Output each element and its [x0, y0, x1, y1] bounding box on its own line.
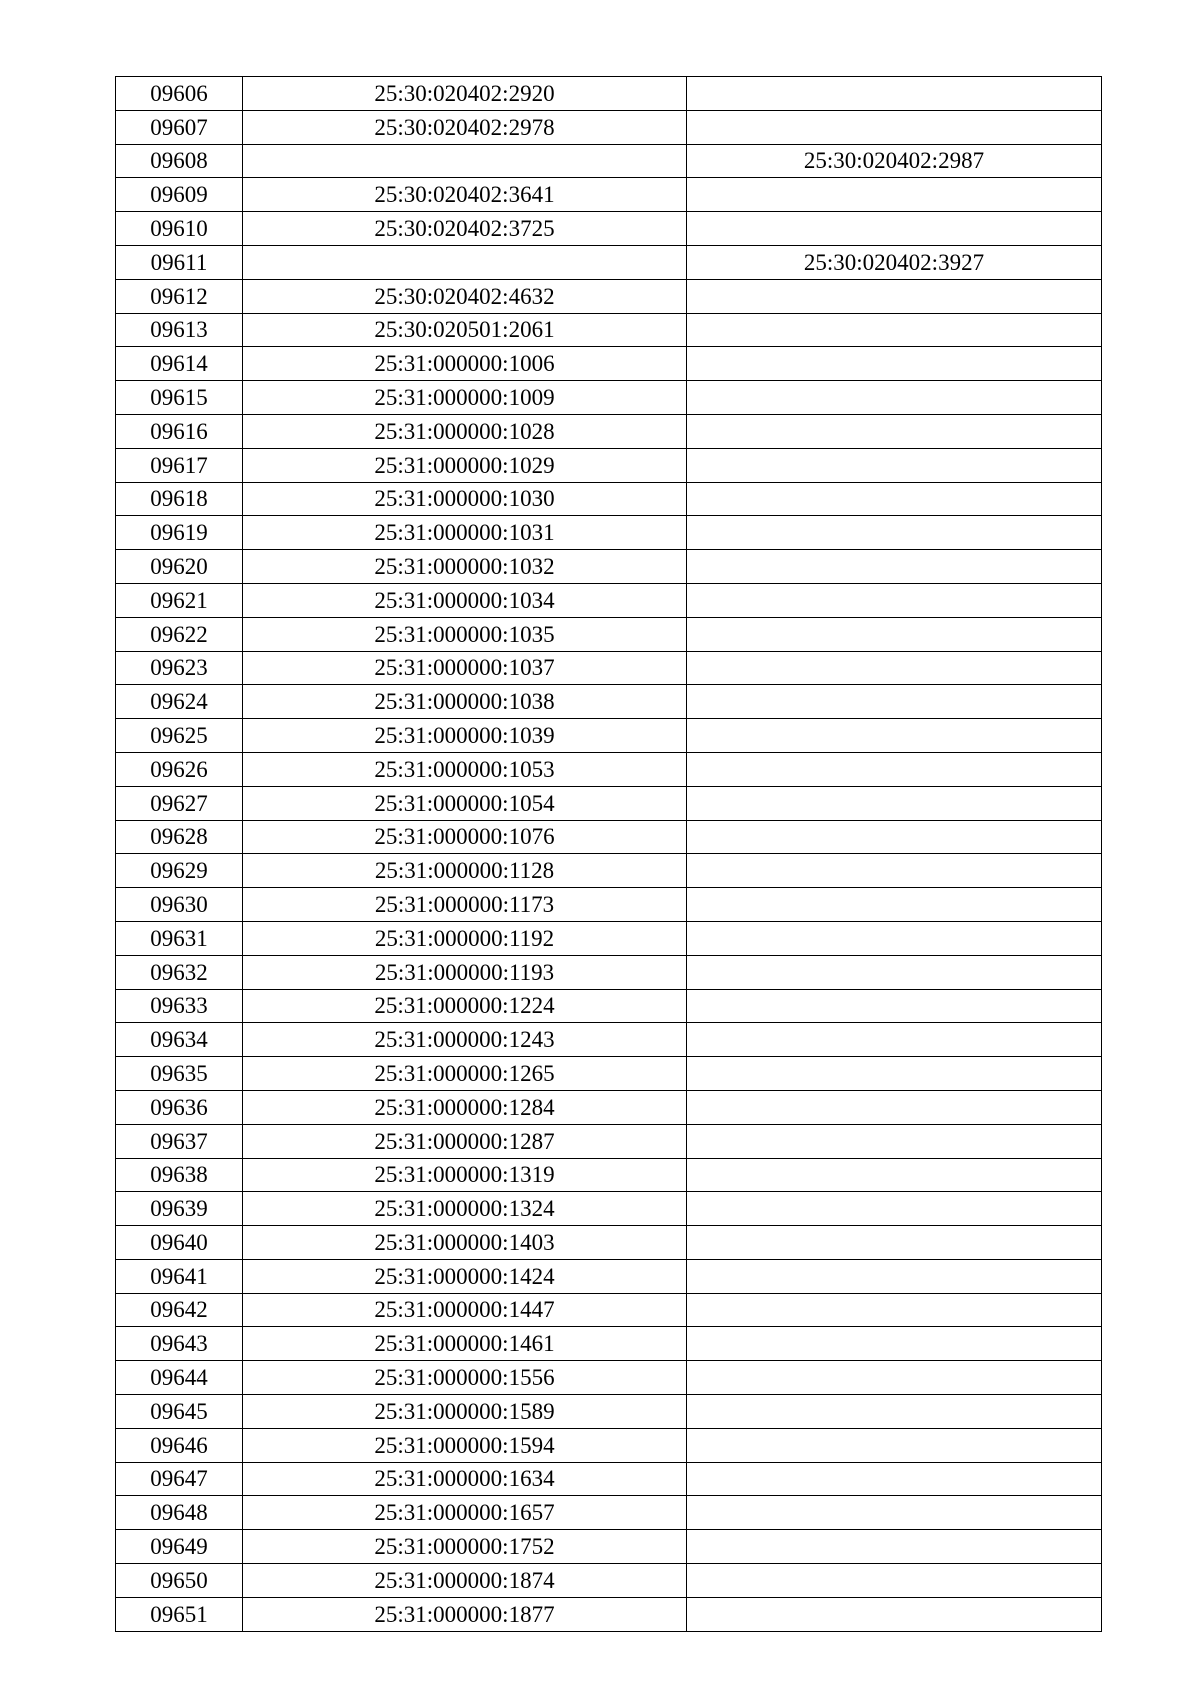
secondary-cadastral-number-cell: [687, 212, 1102, 246]
table-row: [116, 245, 1102, 279]
cadastral-number-cell: 25:30:020402:3725: [243, 212, 687, 246]
row-number-cell: 09621: [116, 583, 243, 617]
table-row: [116, 482, 1102, 516]
row-number-cell: 09614: [116, 347, 243, 381]
cadastral-number-cell: 25:31:000000:1028: [243, 414, 687, 448]
table-row: [116, 1597, 1102, 1631]
row-number-cell: 09651: [116, 1597, 243, 1631]
row-number-cell: 09631: [116, 921, 243, 955]
cadastral-number-cell: 25:31:000000:1076: [243, 820, 687, 854]
row-number-cell: 09650: [116, 1564, 243, 1598]
table-row: [116, 1124, 1102, 1158]
row-number-cell: 09628: [116, 820, 243, 854]
row-number-cell: 09606: [116, 77, 243, 111]
row-number-cell: 09641: [116, 1259, 243, 1293]
secondary-cadastral-number-cell: [687, 1530, 1102, 1564]
secondary-cadastral-number-cell: [687, 381, 1102, 415]
table-row: [116, 1361, 1102, 1395]
table-row: [116, 617, 1102, 651]
cadastral-number-cell: 25:31:000000:1029: [243, 448, 687, 482]
cadastral-number-cell: 25:31:000000:1030: [243, 482, 687, 516]
table-row: [116, 313, 1102, 347]
row-number-cell: 09626: [116, 752, 243, 786]
cadastral-number-cell: 25:31:000000:1054: [243, 786, 687, 820]
table-row: [116, 1192, 1102, 1226]
table-row: [116, 1496, 1102, 1530]
secondary-cadastral-number-cell: [687, 516, 1102, 550]
table-row: [116, 989, 1102, 1023]
table-row: [116, 955, 1102, 989]
table-row: [116, 1564, 1102, 1598]
table-row: [116, 381, 1102, 415]
table-row: [116, 1327, 1102, 1361]
table-row: [116, 550, 1102, 584]
cadastral-number-cell: 25:31:000000:1752: [243, 1530, 687, 1564]
cadastral-number-cell: 25:31:000000:1031: [243, 516, 687, 550]
row-number-cell: 09613: [116, 313, 243, 347]
table-row: [116, 888, 1102, 922]
cadastral-number-cell: 25:30:020402:2920: [243, 77, 687, 111]
secondary-cadastral-number-cell: [687, 448, 1102, 482]
cadastral-number-cell: 25:31:000000:1039: [243, 719, 687, 753]
row-number-cell: 09638: [116, 1158, 243, 1192]
row-number-cell: 09643: [116, 1327, 243, 1361]
secondary-cadastral-number-cell: [687, 178, 1102, 212]
row-number-cell: 09642: [116, 1293, 243, 1327]
row-number-cell: 09607: [116, 110, 243, 144]
row-number-cell: 09619: [116, 516, 243, 550]
table-row: [116, 719, 1102, 753]
table-row: [116, 1023, 1102, 1057]
cadastral-number-cell: 25:30:020501:2061: [243, 313, 687, 347]
table-row: [116, 448, 1102, 482]
table-row: [116, 854, 1102, 888]
cadastral-number-cell: 25:31:000000:1634: [243, 1462, 687, 1496]
table-row: [116, 1090, 1102, 1124]
secondary-cadastral-number-cell: [687, 888, 1102, 922]
row-number-cell: 09616: [116, 414, 243, 448]
cadastral-table: [115, 76, 1102, 1632]
table-row: [116, 1462, 1102, 1496]
row-number-cell: 09623: [116, 651, 243, 685]
cadastral-number-cell: 25:31:000000:1284: [243, 1090, 687, 1124]
secondary-cadastral-number-cell: [687, 617, 1102, 651]
secondary-cadastral-number-cell: [687, 1090, 1102, 1124]
secondary-cadastral-number-cell: [687, 1361, 1102, 1395]
secondary-cadastral-number-cell: [687, 279, 1102, 313]
cadastral-number-cell: 25:31:000000:1038: [243, 685, 687, 719]
secondary-cadastral-number-cell: [687, 1327, 1102, 1361]
secondary-cadastral-number-cell: [687, 820, 1102, 854]
row-number-cell: 09629: [116, 854, 243, 888]
table-row: [116, 347, 1102, 381]
secondary-cadastral-number-cell: [687, 1496, 1102, 1530]
row-number-cell: 09640: [116, 1226, 243, 1260]
row-number-cell: 09617: [116, 448, 243, 482]
table-row: [116, 583, 1102, 617]
cadastral-number-cell: 25:30:020402:4632: [243, 279, 687, 313]
row-number-cell: 09648: [116, 1496, 243, 1530]
cadastral-number-cell: 25:31:000000:1403: [243, 1226, 687, 1260]
secondary-cadastral-number-cell: [687, 313, 1102, 347]
cadastral-number-cell: 25:31:000000:1657: [243, 1496, 687, 1530]
table-row: [116, 77, 1102, 111]
cadastral-number-cell: 25:31:000000:1128: [243, 854, 687, 888]
row-number-cell: 09620: [116, 550, 243, 584]
row-number-cell: 09608: [116, 144, 243, 178]
row-number-cell: 09647: [116, 1462, 243, 1496]
table-row: [116, 144, 1102, 178]
cadastral-number-cell: 25:31:000000:1424: [243, 1259, 687, 1293]
cadastral-number-cell: 25:31:000000:1319: [243, 1158, 687, 1192]
secondary-cadastral-number-cell: [687, 752, 1102, 786]
secondary-cadastral-number-cell: [687, 786, 1102, 820]
row-number-cell: 09625: [116, 719, 243, 753]
secondary-cadastral-number-cell: [687, 1564, 1102, 1598]
secondary-cadastral-number-cell: [687, 989, 1102, 1023]
cadastral-number-cell: 25:31:000000:1034: [243, 583, 687, 617]
cadastral-number-cell: 25:31:000000:1461: [243, 1327, 687, 1361]
table-row: [116, 1057, 1102, 1091]
secondary-cadastral-number-cell: [687, 1226, 1102, 1260]
table-row: [116, 178, 1102, 212]
cadastral-number-cell: 25:31:000000:1877: [243, 1597, 687, 1631]
row-number-cell: 09618: [116, 482, 243, 516]
secondary-cadastral-number-cell: [687, 1462, 1102, 1496]
cadastral-number-cell: [243, 144, 687, 178]
secondary-cadastral-number-cell: [687, 854, 1102, 888]
secondary-cadastral-number-cell: [687, 414, 1102, 448]
row-number-cell: 09610: [116, 212, 243, 246]
table-row: [116, 752, 1102, 786]
secondary-cadastral-number-cell: [687, 1597, 1102, 1631]
cadastral-number-cell: 25:31:000000:1192: [243, 921, 687, 955]
secondary-cadastral-number-cell: 25:30:020402:3927: [687, 245, 1102, 279]
table-row: [116, 1395, 1102, 1429]
secondary-cadastral-number-cell: [687, 347, 1102, 381]
cadastral-number-cell: 25:31:000000:1037: [243, 651, 687, 685]
row-number-cell: 09634: [116, 1023, 243, 1057]
secondary-cadastral-number-cell: [687, 482, 1102, 516]
row-number-cell: 09649: [116, 1530, 243, 1564]
cadastral-number-cell: 25:31:000000:1224: [243, 989, 687, 1023]
cadastral-number-cell: 25:31:000000:1265: [243, 1057, 687, 1091]
table-row: [116, 651, 1102, 685]
row-number-cell: 09637: [116, 1124, 243, 1158]
cadastral-number-cell: 25:31:000000:1053: [243, 752, 687, 786]
cadastral-number-cell: 25:31:000000:1009: [243, 381, 687, 415]
row-number-cell: 09633: [116, 989, 243, 1023]
secondary-cadastral-number-cell: [687, 1124, 1102, 1158]
secondary-cadastral-number-cell: [687, 719, 1102, 753]
cadastral-number-cell: 25:30:020402:2978: [243, 110, 687, 144]
row-number-cell: 09630: [116, 888, 243, 922]
secondary-cadastral-number-cell: [687, 921, 1102, 955]
table-row: [116, 279, 1102, 313]
cadastral-number-cell: 25:31:000000:1006: [243, 347, 687, 381]
row-number-cell: 09622: [116, 617, 243, 651]
secondary-cadastral-number-cell: [687, 1192, 1102, 1226]
cadastral-number-cell: 25:31:000000:1324: [243, 1192, 687, 1226]
table-row: [116, 921, 1102, 955]
table-row: [116, 516, 1102, 550]
table-row: [116, 685, 1102, 719]
secondary-cadastral-number-cell: [687, 685, 1102, 719]
table-row: [116, 786, 1102, 820]
row-number-cell: 09624: [116, 685, 243, 719]
secondary-cadastral-number-cell: 25:30:020402:2987: [687, 144, 1102, 178]
row-number-cell: 09645: [116, 1395, 243, 1429]
secondary-cadastral-number-cell: [687, 550, 1102, 584]
secondary-cadastral-number-cell: [687, 77, 1102, 111]
table-row: [116, 1158, 1102, 1192]
cadastral-number-cell: 25:31:000000:1032: [243, 550, 687, 584]
secondary-cadastral-number-cell: [687, 1158, 1102, 1192]
secondary-cadastral-number-cell: [687, 1057, 1102, 1091]
cadastral-number-cell: 25:31:000000:1287: [243, 1124, 687, 1158]
secondary-cadastral-number-cell: [687, 1293, 1102, 1327]
cadastral-number-cell: 25:30:020402:3641: [243, 178, 687, 212]
cadastral-number-cell: 25:31:000000:1243: [243, 1023, 687, 1057]
table-row: [116, 1530, 1102, 1564]
row-number-cell: 09639: [116, 1192, 243, 1226]
cadastral-number-cell: 25:31:000000:1874: [243, 1564, 687, 1598]
secondary-cadastral-number-cell: [687, 1023, 1102, 1057]
secondary-cadastral-number-cell: [687, 1428, 1102, 1462]
cadastral-number-cell: 25:31:000000:1589: [243, 1395, 687, 1429]
secondary-cadastral-number-cell: [687, 1259, 1102, 1293]
row-number-cell: 09635: [116, 1057, 243, 1091]
table-row: [116, 212, 1102, 246]
cadastral-number-cell: 25:31:000000:1447: [243, 1293, 687, 1327]
table-row: [116, 1428, 1102, 1462]
cadastral-number-cell: 25:31:000000:1173: [243, 888, 687, 922]
secondary-cadastral-number-cell: [687, 110, 1102, 144]
table-row: [116, 110, 1102, 144]
cadastral-number-cell: 25:31:000000:1035: [243, 617, 687, 651]
table-row: [116, 414, 1102, 448]
secondary-cadastral-number-cell: [687, 651, 1102, 685]
row-number-cell: 09612: [116, 279, 243, 313]
secondary-cadastral-number-cell: [687, 1395, 1102, 1429]
table-row: [116, 1259, 1102, 1293]
secondary-cadastral-number-cell: [687, 955, 1102, 989]
row-number-cell: 09627: [116, 786, 243, 820]
row-number-cell: 09615: [116, 381, 243, 415]
row-number-cell: 09646: [116, 1428, 243, 1462]
cadastral-number-cell: 25:31:000000:1556: [243, 1361, 687, 1395]
row-number-cell: 09636: [116, 1090, 243, 1124]
table-row: [116, 820, 1102, 854]
row-number-cell: 09632: [116, 955, 243, 989]
row-number-cell: 09609: [116, 178, 243, 212]
cadastral-number-cell: 25:31:000000:1193: [243, 955, 687, 989]
row-number-cell: 09611: [116, 245, 243, 279]
secondary-cadastral-number-cell: [687, 583, 1102, 617]
row-number-cell: 09644: [116, 1361, 243, 1395]
cadastral-number-cell: 25:31:000000:1594: [243, 1428, 687, 1462]
cadastral-number-cell: [243, 245, 687, 279]
table-body: [116, 77, 1102, 1632]
table-row: [116, 1293, 1102, 1327]
table-row: [116, 1226, 1102, 1260]
